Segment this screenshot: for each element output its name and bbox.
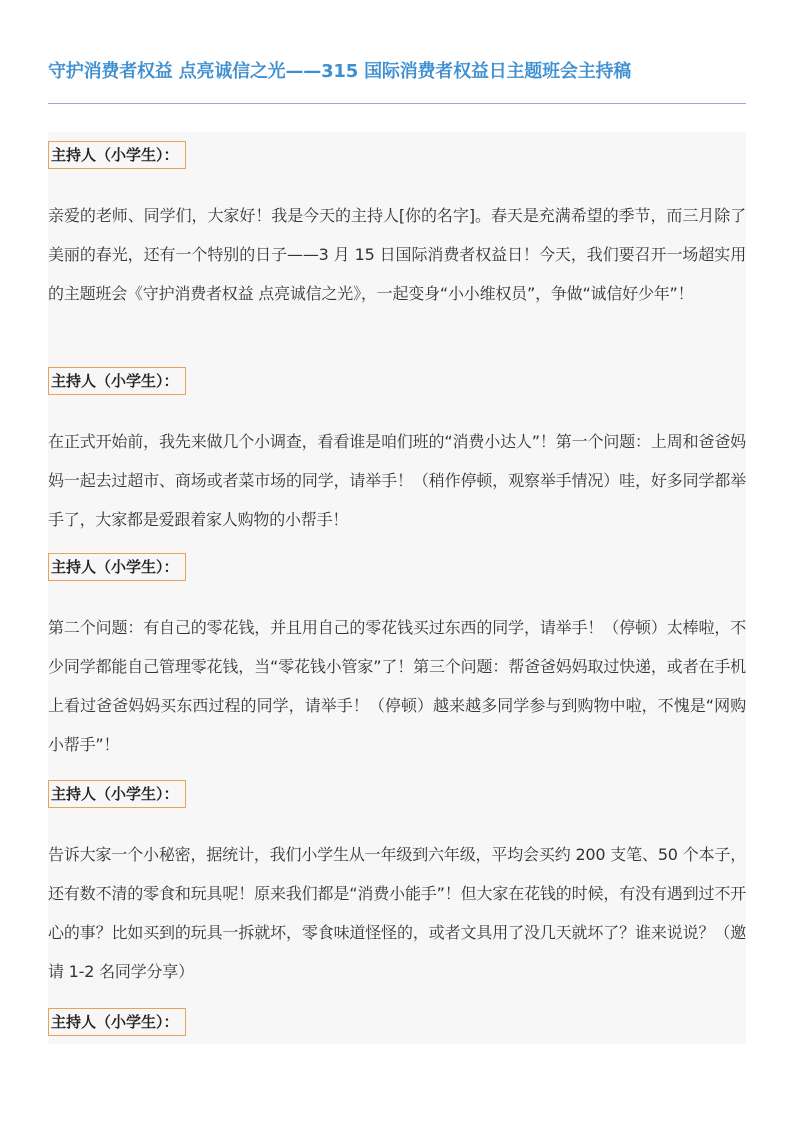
speaker-label: 主持人（小学生）： — [48, 141, 186, 169]
speaker-label: 主持人（小学生）： — [48, 780, 186, 808]
speaker-label: 主持人（小学生）： — [48, 1008, 186, 1036]
speaker-label: 主持人（小学生）： — [48, 553, 186, 581]
document-title: 守护消费者权益 点亮诚信之光——315 国际消费者权益日主题班会主持稿 — [48, 61, 632, 82]
paragraph: 告诉大家一个小秘密，据统计，我们小学生从一年级到六年级，平均会买约 200 支笔、50 个本子，还有数不清的零食和玩具呢！原来我们都是“消费小能手”！但大家在花钱的时候，有没有遇到过不开心的事？比如买到的玩具一拆就坏，零食味道怪怪的，或者文具用了没几天就坏了？谁来说说？（邀请 1-2 名同学分享） — [48, 845, 746, 981]
speaker-label: 主持人（小学生）： — [48, 367, 186, 395]
paragraph: 亲爱的老师、同学们，大家好！我是今天的主持人[你的名字]。春天是充满希望的季节，而三月除了美丽的春光，还有一个特别的日子——3 月 15 日国际消费者权益日！今天，我们要召开一场超实用的主题班会《守护消费者权益 点亮诚信之光》，一起变身“小小维权员”，争做“诚信好少年”！ — [48, 206, 746, 303]
paragraph: 第二个问题：有自己的零花钱，并且用自己的零花钱买过东西的同学，请举手！（停顿）太棒啦，不少同学都能自己管理零花钱，当“零花钱小管家”了！第三个问题：帮爸爸妈妈取过快递，或者在手机上看过爸爸妈妈买东西过程的同学，请举手！（停顿）越来越多同学参与到购物中啦，不愧是“网购小帮手”！ — [48, 618, 746, 754]
paragraph: 在正式开始前，我先来做几个小调查，看看谁是咱们班的“消费小达人”！第一个问题：上周和爸爸妈妈一起去过超市、商场或者菜市场的同学，请举手！（稍作停顿，观察举手情况）哇，好多同学都举手了，大家都是爱跟着家人购物的小帮手！ — [48, 432, 746, 529]
title-divider — [48, 103, 746, 104]
